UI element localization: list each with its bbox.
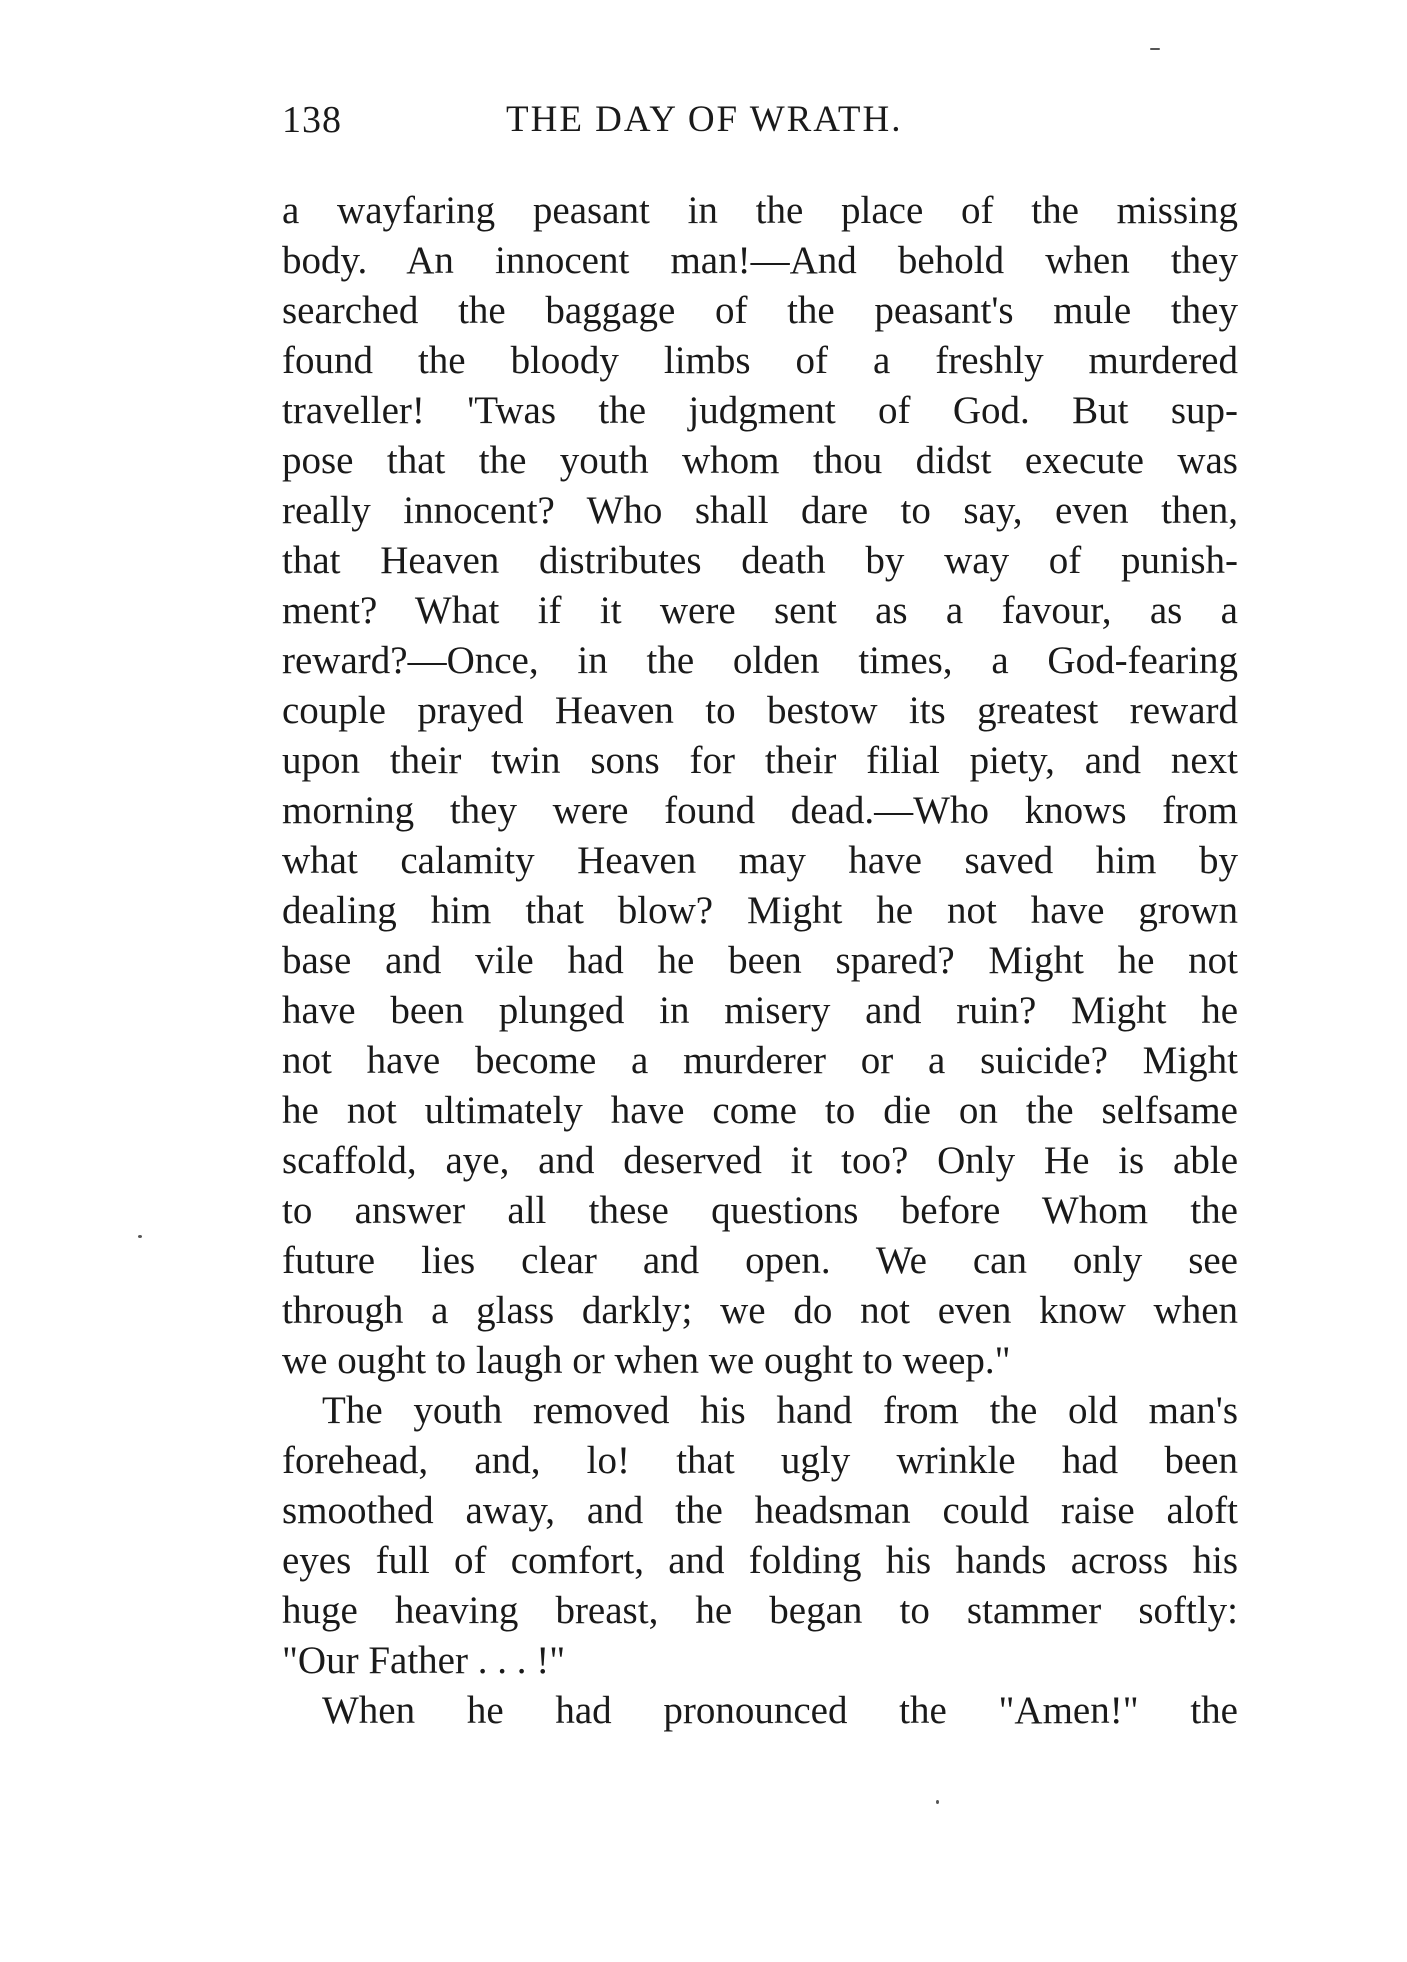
text-line: body. An innocent man!—And behold when they xyxy=(282,239,1238,282)
text-line: not have become a murderer or a suicide? Might xyxy=(282,1039,1238,1082)
paragraph-end-line: "Our Father . . . !" xyxy=(282,1639,566,1682)
text-line: what calamity Heaven may have saved him by xyxy=(282,839,1238,882)
text-line: huge heaving breast, he began to stammer softly: xyxy=(282,1589,1238,1632)
text-line: that Heaven distributes death by way of punish- xyxy=(282,539,1238,582)
page-header xyxy=(282,98,1238,148)
scan-speck xyxy=(138,1235,142,1238)
text-line: dealing him that blow? Might he not have grown xyxy=(282,889,1238,932)
body-text xyxy=(282,186,1238,1736)
page-number: 138 xyxy=(282,99,342,141)
text-line: traveller! 'Twas the judgment of God. But sup- xyxy=(282,389,1238,432)
scan-speck xyxy=(936,1800,939,1804)
paragraph-start-line: When he had pronounced the "Amen!" the xyxy=(322,1689,1238,1732)
text-line: morning they were found dead.—Who knows from xyxy=(282,789,1238,832)
text-line: through a glass darkly; we do not even know when xyxy=(282,1289,1238,1332)
text-line: forehead, and, lo! that ugly wrinkle had been xyxy=(282,1439,1238,1482)
paragraph-end-line: we ought to laugh or when we ought to weep." xyxy=(282,1339,1011,1382)
scan-speck xyxy=(1150,48,1160,50)
text-line: to answer all these questions before Whom the xyxy=(282,1189,1238,1232)
text-line: pose that the youth whom thou didst execute was xyxy=(282,439,1238,482)
text-line: reward?—Once, in the olden times, a God-fearing xyxy=(282,639,1238,682)
text-line: couple prayed Heaven to bestow its greatest reward xyxy=(282,689,1238,732)
text-line: eyes full of comfort, and folding his hands across his xyxy=(282,1539,1238,1582)
text-line: searched the baggage of the peasant's mule they xyxy=(282,289,1238,332)
text-line: found the bloody limbs of a freshly murdered xyxy=(282,339,1238,382)
text-line: have been plunged in misery and ruin? Might he xyxy=(282,989,1238,1032)
text-line: really innocent? Who shall dare to say, even then, xyxy=(282,489,1238,532)
paragraph-start-line: The youth removed his hand from the old man's xyxy=(322,1389,1238,1432)
text-line: ment? What if it were sent as a favour, as a xyxy=(282,589,1238,632)
text-line: scaffold, aye, and deserved it too? Only He is able xyxy=(282,1139,1238,1182)
text-line: smoothed away, and the headsman could raise aloft xyxy=(282,1489,1238,1532)
running-title: THE DAY OF WRATH. xyxy=(506,99,903,140)
text-line: future lies clear and open. We can only see xyxy=(282,1239,1238,1282)
text-line: upon their twin sons for their filial piety, and next xyxy=(282,739,1238,782)
text-line: base and vile had he been spared? Might he not xyxy=(282,939,1238,982)
text-line: a wayfaring peasant in the place of the missing xyxy=(282,189,1238,232)
text-line: he not ultimately have come to die on the selfsame xyxy=(282,1089,1238,1132)
